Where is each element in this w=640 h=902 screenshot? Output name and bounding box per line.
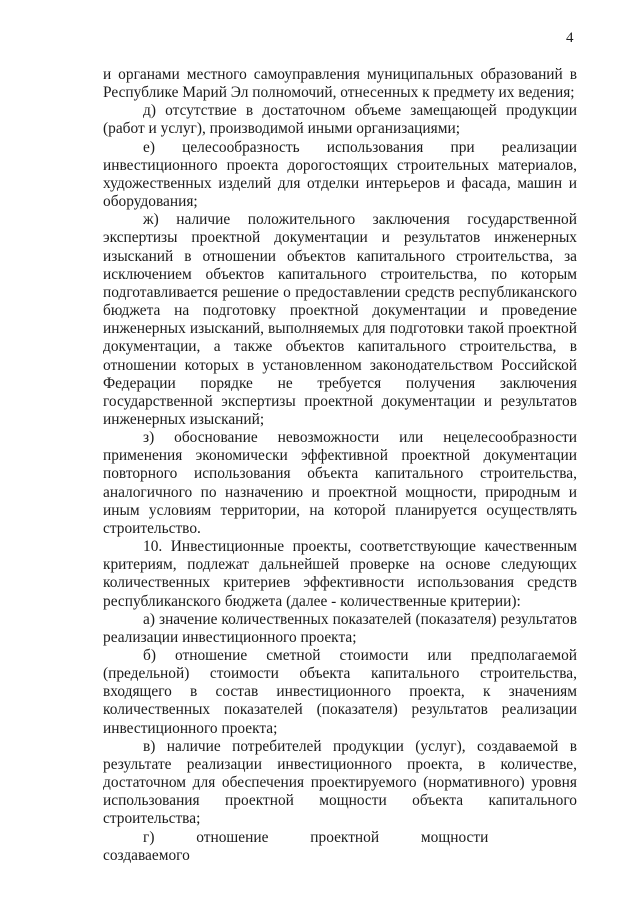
- paragraph: з) обоснование невозможности или нецелесообразности применения экономически эффективной проектной документации повторного использования объекта капитального строительства, аналогичного по назначению и проектной мощности, природным и иным условиям территории, на которой планируется осуществлять строительство.: [103, 429, 577, 537]
- paragraph: д) отсутствие в достаточном объеме замещающей продукции (работ и услуг), производимой иными организациями;: [103, 102, 577, 138]
- paragraph: ж) наличие положительного заключения государственной экспертизы проектной документации и результатов инженерных изысканий в отношении объектов капитального строительства, за исключением объектов капитального строительства, по которым подготавливается решение о предоставлении средств республиканского бюджета на подготовку проектной документации и проведение инженерных изысканий, выполняемых для подготовки такой проектной документации, а также объектов капитального строительства, в отношении которых в установленном законодательством Российской Федерации порядке не требуется получения заключения государственной экспертизы проектной документации и результатов инженерных изысканий;: [103, 211, 577, 428]
- page-number: 4: [566, 30, 574, 46]
- body-text: [103, 66, 577, 865]
- paragraph: в) наличие потребителей продукции (услуг), создаваемой в результате реализации инвестиционного проекта, в количестве, достаточном для обеспечения проектируемого (нормативного) уровня использования проектной мощности объекта капитального строительства;: [103, 737, 577, 828]
- paragraph: а) значение количественных показателей (показателя) результатов реализации инвестиционного проекта;: [103, 610, 577, 646]
- paragraph: г) отношение проектной мощности создаваемого: [103, 828, 489, 864]
- paragraph: 10. Инвестиционные проекты, соответствующие качественным критериям, подлежат дальнейшей проверке на основе следующих количественных критериев эффективности использования средств республиканского бюджета (далее - количественные критерии):: [103, 538, 577, 610]
- paragraph: е) целесообразность использования при реализации инвестиционного проекта дорогостоящих строительных материалов, художественных изделий для отделки интерьеров и фасада, машин и оборудования;: [103, 138, 577, 211]
- paragraph: б) отношение сметной стоимости или предполагаемой (предельной) стоимости объекта капитального строительства, входящего в состав инвестиционного проекта, к значениям количественных показателей (показателя) результатов реализации инвестиционного проекта;: [103, 647, 577, 737]
- paragraph: и органами местного самоуправления муниципальных образований в Республике Марий Эл полномочий, отнесенных к предмету их ведения;: [103, 66, 577, 102]
